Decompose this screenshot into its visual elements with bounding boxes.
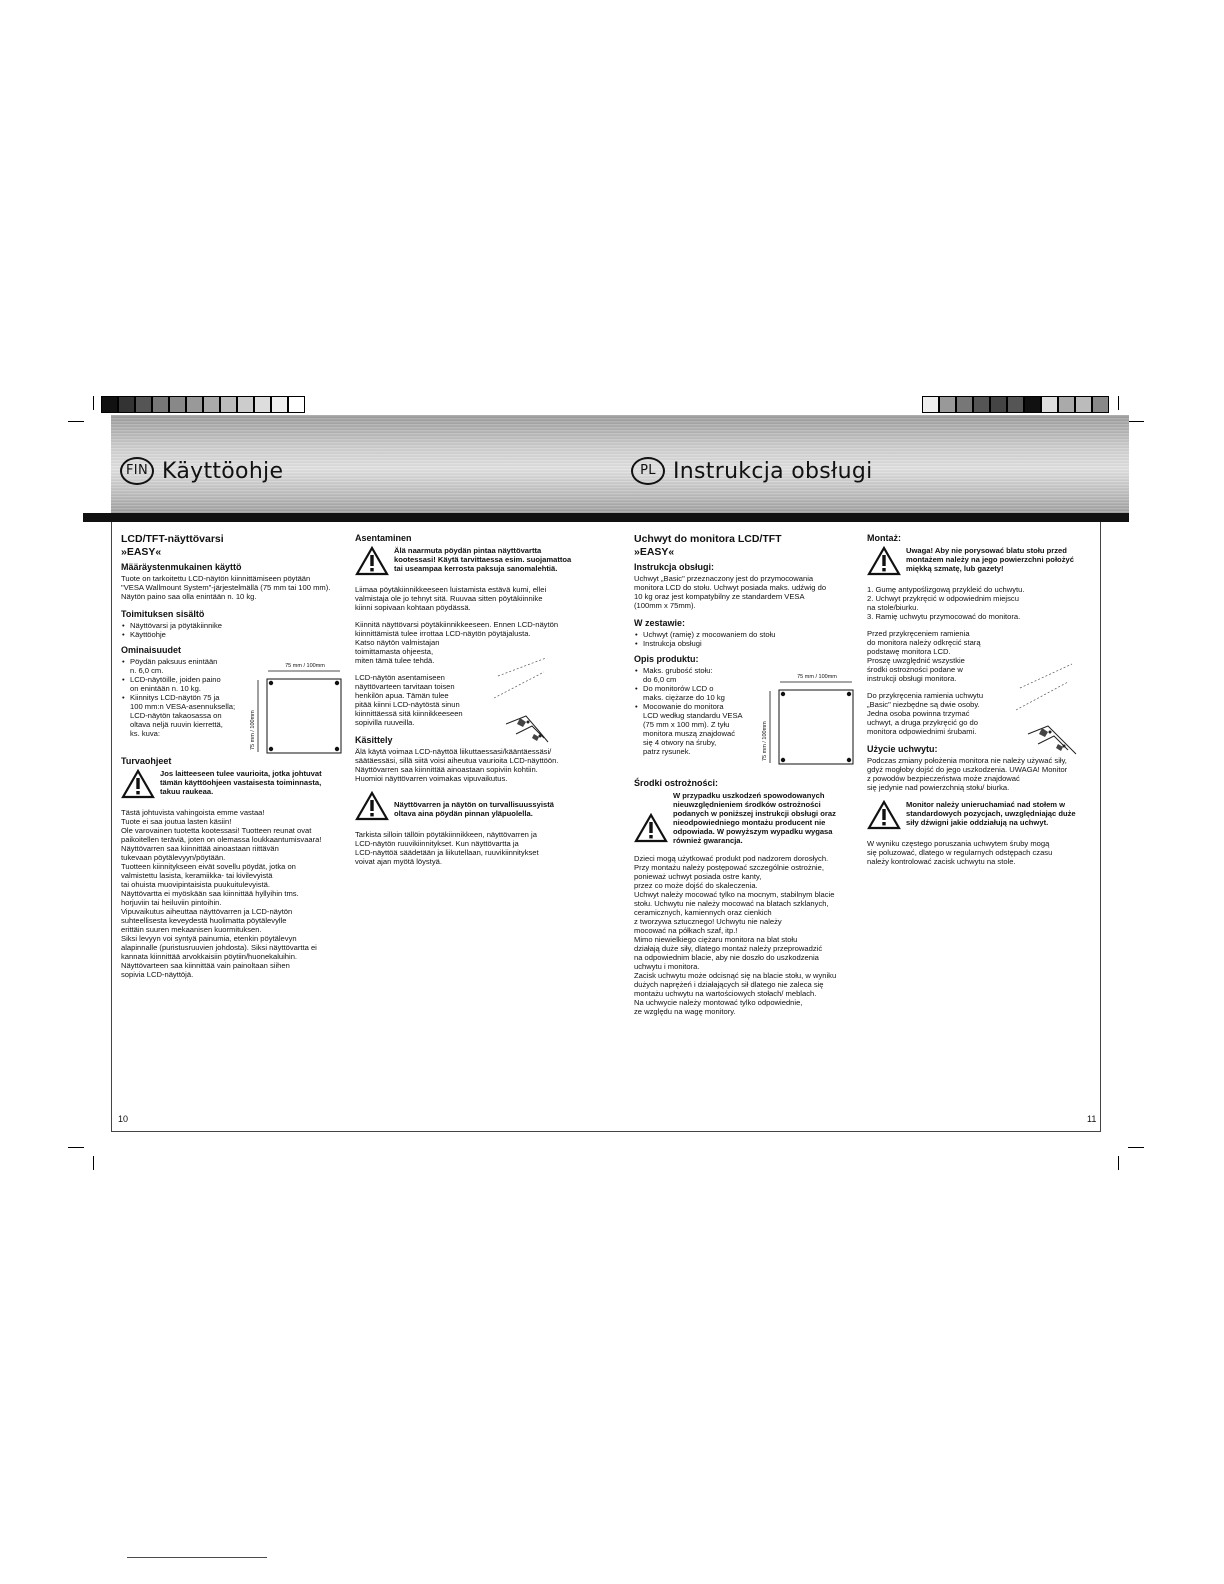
crop-mark	[68, 1147, 84, 1148]
color-calibration-bar-left	[101, 396, 305, 413]
vesa-height-label: 75 mm / 100mm	[250, 710, 256, 750]
bullet-list	[634, 630, 862, 648]
color-swatch	[118, 396, 135, 413]
color-swatch	[186, 396, 203, 413]
step-item: 1. Gumę antypoślizgową przykleić do uchwytu.	[867, 585, 1025, 594]
crop-mark	[1118, 396, 1119, 410]
color-swatch	[973, 396, 990, 413]
crop-mark	[93, 1156, 94, 1170]
color-swatch	[271, 396, 288, 413]
section-title: Ominaisuudet	[121, 645, 182, 655]
list-item: • Uchwyt (ramię) z mocowaniem do stołu	[643, 630, 862, 639]
color-swatch	[922, 396, 939, 413]
color-swatch	[135, 396, 152, 413]
vesa-height-label: 75 mm / 100mm	[762, 721, 768, 761]
color-swatch	[1075, 396, 1092, 413]
warning-text: Jos laitteeseen tulee vaurioita, jotka johtuvat tämän käyttöohjeen vastaisesta toiminnasta, takuu raukeaa.	[160, 769, 322, 796]
crop-mark	[1118, 1156, 1119, 1170]
warning-text: Älä naarmuta pöydän pintaa näyttövartta kootessasi! Käytä tarvittaessa esim. suojamattoa tai useampaa kerrosta paksuja sanomalehtiä.	[394, 546, 572, 573]
list-item: • Mocowanie do monitora LCD według standardu VESA (75 mm x 100 mm). Z tyłu monitora muszą znajdować się 4 otwory na śruby, patrz rysunek.	[643, 702, 768, 756]
mount-sketch-illustration	[486, 646, 566, 756]
vesa-dimension-lines	[254, 668, 346, 768]
banner-underline-bar	[83, 513, 1129, 522]
vesa-dimension-lines	[766, 679, 858, 779]
color-swatch	[939, 396, 956, 413]
section-title: Toimituksen sisältö	[121, 609, 205, 619]
right-title-text: Instrukcja obsługi	[673, 458, 873, 484]
numbered-steps	[867, 585, 1095, 621]
page-number-right: 11	[1087, 1114, 1097, 1124]
section-title: Käsittely	[355, 735, 393, 745]
step-item: 3. Ramię uchwytu przymocować do monitora.	[867, 612, 1021, 621]
color-swatch	[956, 396, 973, 413]
warning-block	[867, 800, 1095, 830]
crop-mark	[68, 421, 84, 422]
color-calibration-bar-right	[922, 396, 1109, 413]
warning-text: Monitor należy unieruchamiać nad stołem w standardowych pozycjach, uwzględniając duże siły dźwigni jakie oddziałują na uchwyt.	[906, 800, 1076, 827]
paragraph: Podczas zmiany położenia monitora nie należy używać siły, gdyż mogłoby dojść do jego uszkodzenia. UWAGA! Monitor z powodów bezpieczeństwa może znajdować się jedynie nad powierzchnią stołu/ biurka.	[867, 756, 1068, 792]
paragraph: Kiinnitä näyttövarsi pöytäkiinnikkeeseen. Ennen LCD-näytön kiinnittämistä tulee irrottaa LCD-näytön pöytäjalusta. Katso näytön valmistajan toimittamasta ohjeesta, miten tämä tulee tehdä.	[355, 620, 559, 665]
color-swatch	[1092, 396, 1109, 413]
paragraph: Przed przykręceniem ramienia do monitora należy odkręcić starą podstawę monitora LCD. Proszę uwzględnić wszystkie środki ostrożności podane w instrukcji obsługi monitora.	[867, 629, 981, 683]
list-item: • LCD-näytöille, joiden paino on enintään n. 10 kg.	[130, 675, 255, 693]
color-swatch	[1024, 396, 1041, 413]
paragraph: Do przykręcenia ramienia uchwytu „Basic" niezbędne są dwie osoby. Jedna osoba powinna trzymać uchwyt, a druga przykręcić go do monitora odpowiednimi śrubami.	[867, 691, 984, 736]
color-swatch	[203, 396, 220, 413]
section-title: Użycie uchwytu:	[867, 744, 938, 754]
warning-block	[355, 546, 585, 576]
section-title: Opis produktu:	[634, 654, 699, 664]
page-number-left: 10	[118, 1114, 129, 1124]
paragraph: LCD-näytön asentamiseen näyttövarteen tarvitaan toisen henkilön apua. Tämän tulee pitää kiinni LCD-näytöstä sinun kiinnittäessä sitä kiinnikkeeseen sopivilla ruuveilla.	[355, 673, 463, 727]
section-title: Instrukcja obsługi:	[634, 562, 715, 572]
section-title: Asentaminen	[355, 533, 412, 543]
paragraph: Liimaa pöytäkiinnikkeeseen luistamista estävä kumi, ellei valmistaja ole jo tehnyt sitä. Ruuvaa sitten pöytäkiinnike kiinni sopivaan kohtaan pöydässä.	[355, 585, 547, 612]
list-item: • Pöydän paksuus enintään n. 6,0 cm.	[130, 657, 255, 675]
paragraph: W wyniku częstego poruszania uchwytem śruby mogą się poluzować, dlatego w regularnych odstępach czasu należy kontrolować zacisk uchwytu na stole.	[867, 839, 1053, 866]
warning-triangle-icon	[867, 546, 901, 576]
warning-block	[121, 769, 349, 799]
list-item: • Do monitorów LCD o maks. ciężarze do 10 kg	[643, 684, 768, 702]
language-badge-pl: PL	[631, 457, 665, 485]
paragraph: Tuote on tarkoitettu LCD-näytön kiinnittämiseen pöytään "VESA Wallmount System"-järjestelmällä (75 mm tai 100 mm). Näytön paino saa olla enintään n. 10 kg.	[121, 574, 331, 601]
list-item: • Kiinnitys LCD-näytön 75 ja 100 mm:n VESA-asennuksella; LCD-näytön takaosassa on oltava neljä ruuvin kierrettä, ks. kuva:	[130, 693, 255, 738]
color-swatch	[254, 396, 271, 413]
section-title: Turvaohjeet	[121, 756, 172, 766]
color-swatch	[1007, 396, 1024, 413]
section-title: Montaż:	[867, 533, 901, 543]
left-title-text: Käyttöohje	[162, 458, 284, 484]
left-page-title	[120, 457, 283, 485]
paragraph: Tästä johtuvista vahingoista emme vastaa! Tuote ei saa joutua lasten käsiin! Ole varovainen tuotetta kootessasi! Tuotteen reunat ovat paikoitellen teräviä, joten on olemassa loukkaantumisvaara! Näyttövarren saa kiinnittää ainoastaan riittävän tukevaan pöytälevyyn/pöytään. Tuotteen kiinnitykseen eivät sovellu pöydät, jotka on valmistettu lasista, keramiikka- tai kivilevyistä tai ohuista muovipintaisista puukuitulevyistä. Näyttövartta ei myöskään saa kiinnittää hyllyihin tms. horjuviin tai heiluviin pintoihin. Vipuvaikutus aiheuttaa näyttövarren ja LCD-näytön suhteellisesta keveydestä huolimatta pöytälevylle erittäin suuren mekaanisen kuormituksen. Siksi levyyn voi syntyä painumia, etenkin pöytälevyn alapinnalle (puristusruuvien johdosta). Siksi näyttövartta ei kannata kiinnittää arvokkaisiin pöytiin/huonekaluihin. Näyttövarteen saa kiinnittää vain painoltaan siihen sopivia LCD-näyttöjä.	[121, 808, 322, 979]
vesa-width-label: 75 mm / 100mm	[285, 663, 325, 669]
warning-block	[355, 791, 585, 821]
brushed-metal-banner	[111, 415, 1129, 513]
mount-sketch-illustration	[1006, 654, 1092, 766]
color-swatch	[169, 396, 186, 413]
color-swatch	[990, 396, 1007, 413]
crop-mark	[1128, 1147, 1144, 1148]
color-swatch	[288, 396, 305, 413]
product-heading: Uchwyt do monitora LCD/TFT »EASY«	[634, 533, 782, 558]
crop-mark	[1128, 421, 1144, 422]
product-heading: LCD/TFT-näyttövarsi »EASY«	[121, 533, 224, 558]
warning-triangle-icon	[355, 791, 389, 821]
color-swatch	[152, 396, 169, 413]
section-title: W zestawie:	[634, 618, 686, 628]
vesa-width-label: 75 mm / 100mm	[797, 674, 837, 680]
color-swatch	[1041, 396, 1058, 413]
list-item: • Maks. grubość stołu: do 6,0 cm	[643, 666, 768, 684]
warning-triangle-icon	[634, 813, 668, 843]
warning-block	[634, 791, 862, 845]
list-item: • Käyttöohje	[130, 630, 349, 639]
color-swatch	[237, 396, 254, 413]
step-item: 2. Uchwyt przykręcić w odpowiednim miejscu na stole/biurku.	[867, 594, 1019, 612]
right-page-title	[631, 457, 873, 485]
section-title: Määräystenmukainen käyttö	[121, 562, 242, 572]
warning-block	[867, 546, 1095, 576]
color-swatch	[1058, 396, 1075, 413]
section-title: Środki ostrożności:	[634, 778, 719, 788]
bullet-list	[634, 666, 768, 756]
list-item: • Instrukcja obsługi	[643, 639, 862, 648]
paragraph: Uchwyt „Basic" przeznaczony jest do przymocowania monitora LCD do stołu. Uchwyt posiada maks. udźwig do 10 kg oraz jest kompatybilny ze standardem VESA (100mm x 75mm).	[634, 574, 827, 610]
language-badge-fin: FIN	[120, 457, 154, 485]
warning-text: W przypadku uszkodzeń spowodowanych nieuwzględnieniem środków ostrożności podanych w poniższej instrukcji obsługi oraz nieodpowiedniego montażu producent nie odpowiada. W powyższym wypadku wygasa również gwarancja.	[673, 791, 836, 845]
footer-link-line	[127, 1557, 267, 1558]
color-swatch	[101, 396, 118, 413]
list-item: • Näyttövarsi ja pöytäkiinnike	[130, 621, 349, 630]
crop-mark	[93, 396, 94, 410]
warning-text: Näyttövarren ja näytön on turvallisuussyistä oltava aina pöydän pinnan yläpuolella.	[394, 800, 554, 818]
paragraph: Dzieci mogą użytkować produkt pod nadzorem dorosłych. Przy montażu należy postępować szczególnie ostrożnie, ponieważ uchwyt posiada ostre kanty, przez co może dojść do skaleczenia. Uchwyt należy mocować tylko na mocnym, stabilnym blacie stołu. Uchwytu nie należy mocować na blatach szklanych, ceramicznych, kamiennych oraz cienkich z tworzywa sztucznego! Uchwytu nie należy mocować na półkach szaf, itp.! Mimo niewielkiego ciężaru monitora na blat stołu działają duże siły, dlatego montaż należy przeprowadzić na odpowiednim blacie, aby nie doszło do uszkodzenia uchwytu i monitora. Zacisk uchwytu może odcisnąć się na blacie stołu, w wyniku dużych naprężeń i działających sił dlatego nie zaleca się montażu uchwytu na wartościowych stołach/ meblach. Na uchwycie należy montować tylko odpowiednie, ze względu na wagę monitory.	[634, 854, 837, 1016]
warning-text: Uwaga! Aby nie porysować blatu stołu przed montażem należy na jego powierzchni położyć miękką szmatę, lub gazety!	[906, 546, 1074, 573]
paragraph: Tarkista silloin tällöin pöytäkiinnikkeen, näyttövarren ja LCD-näytön ruuvikiinnitykset. Kun näyttövartta ja LCD-näyttöä säädetään ja liikutellaan, ruuvikiinnitykset voivat ajan myötä löystyä.	[355, 830, 539, 866]
color-swatch	[220, 396, 237, 413]
warning-triangle-icon	[121, 769, 155, 799]
warning-triangle-icon	[867, 800, 901, 830]
bullet-list	[121, 621, 349, 639]
bullet-list	[121, 657, 255, 738]
warning-triangle-icon	[355, 546, 389, 576]
paragraph: Älä käytä voimaa LCD-näyttöä liikuttaessasi/kääntäessäsi/ säätäessäsi, sillä siitä voisi aiheutua vaurioita LCD-näyttöön. Näyttövarren saa kiinnittää ainoastaan sopiviin kohtiin. Huomioi näyttövarren voimakas vipuvaikutus.	[355, 747, 559, 783]
